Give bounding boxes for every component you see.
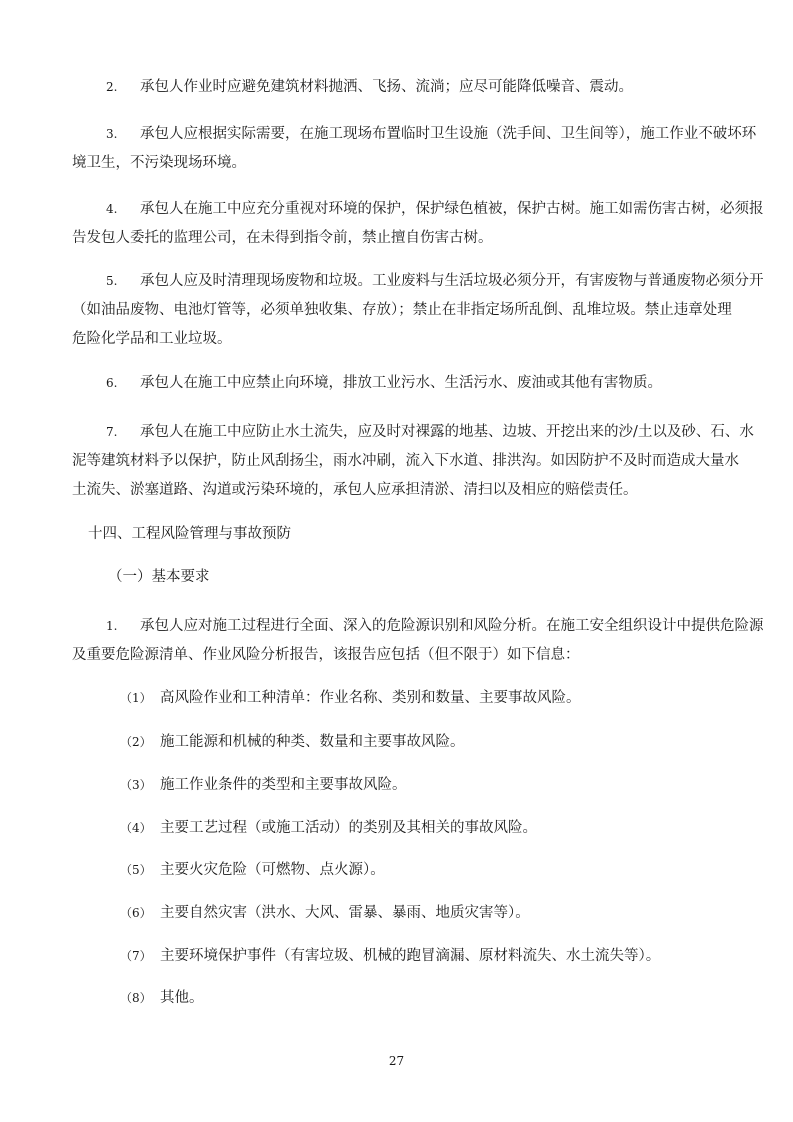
paragraph-text: 承包人在施工中应充分重视对环境的保护，保护绿色植被，保护古树。施工如需伤害古树，必须报 <box>140 201 764 217</box>
list-item-text: 高风险作业和工种清单：作业名称、类别和数量、主要事故风险。 <box>160 690 581 706</box>
list-item-number: （6） <box>120 906 152 920</box>
paragraph-text: 承包人应对施工过程进行全面、深入的危险源识别和风险分析。在施工安全组织设计中提供危险源 <box>140 618 764 634</box>
paragraph-number: 2. <box>106 80 118 94</box>
paragraph-number: 3. <box>106 127 118 141</box>
requirement-item-1 <box>72 616 764 665</box>
paragraph-number: 5. <box>106 274 118 288</box>
paragraph-number: 7. <box>106 425 118 439</box>
list-item-number: （3） <box>120 778 152 792</box>
list-item <box>120 732 465 752</box>
subsection-heading: （一）基本要求 <box>108 569 210 585</box>
paragraph-line: 危险化学品和工业垃圾。 <box>72 331 232 347</box>
list-item-text: 主要火灾危险（可燃物、点火源）。 <box>160 862 385 878</box>
paragraph-line: 土流失、淤塞道路、沟道或污染环境的，承包人应承担清淤、清扫以及相应的赔偿责任。 <box>72 482 638 498</box>
list-item <box>120 688 581 708</box>
paragraph-number: 4. <box>106 202 118 216</box>
paragraph-line <box>72 124 757 144</box>
list-item-number: （5） <box>120 863 152 877</box>
paragraph-line <box>72 422 754 442</box>
paragraph-line <box>72 616 764 636</box>
section-heading: 十四、工程风险管理与事故预防 <box>88 526 291 542</box>
paragraph-line <box>72 199 764 219</box>
list-item-text: 主要工艺过程（或施工活动）的类别及其相关的事故风险。 <box>160 820 537 836</box>
list-item-number: （7） <box>120 949 152 963</box>
paragraph-line: 及重要危险源清单、作业风险分析报告，该报告应包括（但不限于）如下信息： <box>72 647 580 663</box>
page-number: 27 <box>388 1054 405 1068</box>
list-item <box>120 818 537 838</box>
list-item <box>120 860 385 880</box>
list-item <box>120 903 530 923</box>
paragraph-line <box>72 373 712 393</box>
paragraph-number: 6. <box>106 376 118 390</box>
paragraph-text: 承包人在施工中应防止水土流失，应及时对裸露的地基、边坡、开挖出来的沙/土以及砂、石、水 <box>140 424 754 440</box>
paragraph-line: 泥等建筑材料予以保护，防止风刮扬尘，雨水冲刷，流入下水道、排洪沟。如因防护不及时而造成大量水 <box>72 453 739 469</box>
list-item-text: 施工作业条件的类型和主要事故风险。 <box>160 777 407 793</box>
list-item-text: 主要环境保护事件（有害垃圾、机械的跑冒滴漏、原材料流失、水土流失等）。 <box>160 948 661 964</box>
paragraph-line: 告发包人委托的监理公司，在未得到指令前，禁止擅自伤害古树。 <box>72 230 493 246</box>
paragraph-text: 承包人作业时应避免建筑材料抛洒、飞扬、流淌；应尽可能降低噪音、震动。 <box>140 79 633 95</box>
paragraph-number: 1. <box>106 619 118 633</box>
paragraph-line <box>72 77 712 97</box>
list-item-text: 施工能源和机械的种类、数量和主要事故风险。 <box>160 734 465 750</box>
list-item <box>120 775 407 795</box>
paragraph-line <box>72 271 764 291</box>
paragraph-5 <box>72 271 764 349</box>
paragraph-text: 承包人应及时清理现场废物和垃圾。工业废料与生活垃圾必须分开，有害废物与普通废物必须分开 <box>140 273 764 289</box>
list-item <box>120 946 660 966</box>
paragraph-7 <box>72 422 754 500</box>
list-item-text: 主要自然灾害（洪水、大风、雷暴、暴雨、地质灾害等）。 <box>160 905 530 921</box>
paragraph-2 <box>72 77 712 97</box>
list-item <box>120 988 204 1008</box>
list-item-number: （8） <box>120 991 152 1005</box>
paragraph-line: （如油品废物、电池灯管等，必须单独收集、存放）；禁止在非指定场所乱倒、乱堆垃圾。禁止违章处理 <box>72 302 732 318</box>
list-item-text: 其他。 <box>160 990 204 1006</box>
paragraph-3 <box>72 124 757 173</box>
list-item-number: （1） <box>120 691 152 705</box>
list-item-number: （4） <box>120 821 152 835</box>
paragraph-text: 承包人在施工中应禁止向环境，排放工业污水、生活污水、废油或其他有害物质。 <box>140 375 662 391</box>
paragraph-6 <box>72 373 712 393</box>
paragraph-4 <box>72 199 764 248</box>
paragraph-line: 境卫生，不污染现场环境。 <box>72 155 246 171</box>
list-item-number: （2） <box>120 735 152 749</box>
paragraph-text: 承包人应根据实际需要，在施工现场布置临时卫生设施（洗手间、卫生间等），施工作业不破坏环 <box>140 126 757 142</box>
